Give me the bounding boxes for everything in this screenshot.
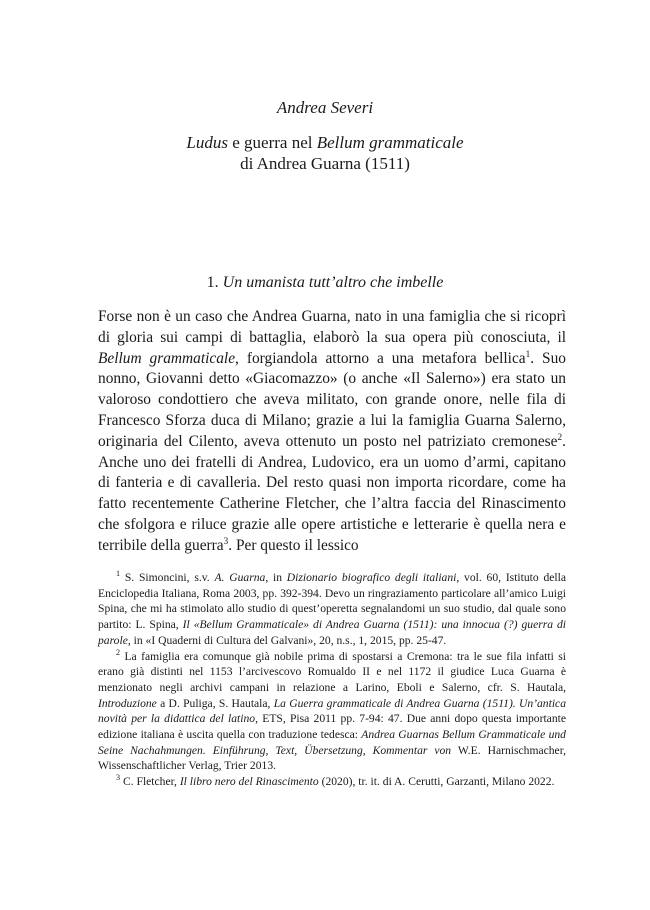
footnote-text: (2020), tr. it. di A. Cerutti, Garzanti, Milano 2022. [318,775,555,789]
footnote-text: W.E. Harnischmacher, Wissenschaftlicher Verlag, Trier 2013. [98,743,566,773]
body-italic: Bellum grammaticale [98,349,236,367]
title-line-1 [0,132,650,153]
footnote-2 [98,649,566,775]
body-sentence: . Per questo il lessico [228,536,359,554]
body-sentence: . Anche uno dei fratelli di Andrea, Ludovico, era un uomo d’armi, capitano di fanteria e di cavalleria. Del resto quasi non importa ricordare, come ha fatto recentemente Catherine Fletcher, che l’altra faccia del Rinascimento che sfolgora e riluce grazie alle opere artistiche e letterarie è quella nera e terribile della guerra [98,432,566,554]
footnote-italic: A. Guarna [214,571,266,584]
footnote-text: , in «I Quaderni di Cultura del Galvani», 20, n.s., 1, 2015, pp. 25-47. [127,633,447,647]
body-text [98,307,566,557]
body-sentence: , forgiandola attorno a una metafora bellica [235,349,526,367]
footnote-text: , ETS, Pisa 2011 pp. 7-94: 47. Due anni dopo questa importante edizione italiana è uscita quella con traduzione tedesca: [98,712,566,742]
footnote-italic: Il libro nero del Rinascimento [179,775,319,789]
section-number: 1. [206,274,223,291]
footnote-text: C. Fletcher, [120,775,180,789]
footnotes [98,570,566,790]
footnote-1 [98,570,566,649]
title-line-2: di Andrea Guarna (1511) [240,154,410,173]
footnote-text: La famiglia era comunque già nobile prima di spostarsi a Cremona: tra le sue fila infatti si erano già distinti nel 1153 l’arcivescovo Romualdo II e nel 1172 il giudice Luca Guarna è menzionato negli archivi campani in relazione a Larino, Eboli e Salerno, cfr. S. Hautala, [98,649,566,694]
footnote-number: 3 [116,773,121,783]
paragraph [98,307,566,557]
section-heading [0,274,650,292]
body-sentence: . Suo nonno, Giovanni detto «Giacomazzo» (o anche «Il Salerno») era stato un valoroso condottiero che aveva militato, con grande onore, nelle fila di Francesco Sforza duca di Milano; grazie a lui la famiglia Guarna Salerno, originaria del Cilento, aveva ottenuto un posto nel patriziato cremonese [98,349,566,450]
footnote-text: a D. Puliga, S. Hautala, [156,696,274,710]
footnote-number: 2 [116,647,121,657]
footnote-number: 1 [116,569,121,579]
footnote-italic: Dizionario biografico degli italiani [286,571,457,584]
section-title: Un umanista tutt’altro che imbelle [222,274,444,291]
footnote-italic: Andrea Guarnas Bellum Grammaticale und Seine Nachahmungen. Einführung, Text, Übersetzung, Kommentar von [98,728,566,757]
title-italic-bellum: Bellum grammaticale [316,133,464,152]
article-title [0,132,650,174]
footnote-italic: Introduzione [98,696,157,710]
footnote-ref-2[interactable]: 2 [557,431,563,442]
footnote-ref-1[interactable]: 1 [525,348,531,359]
footnote-text: , vol. 60, Istituto della Enciclopedia Italiana, Roma 2003, pp. 392-394. Devo un ringraziamento particolare all’amico Luigi Spina, che mi ha stimolato allo studio di quest’operetta segnalandomi un suo studio, dal quale sono partito: L. Spina, [98,571,566,632]
footnote-3 [98,774,566,790]
title-roman: e guerra nel [228,133,317,152]
footnote-text: S. Simoncini, s.v. [120,571,215,584]
author-name: Andrea Severi [276,98,374,117]
footnote-italic: Il «Bellum Grammaticale» di Andrea Guarna (1511): una innocua (?) guerra di parole [98,618,567,647]
footnote-italic: La Guerra grammaticale di Andrea Guarna (1511). Un’antica novità per la didattica del latino [98,696,566,726]
body-sentence: Forse non è un caso che Andrea Guarna, nato in una famiglia che si ricoprì di gloria sui campi di battaglia, elaborò la sua opera più conosciuta, il [98,308,566,346]
title-italic-ludus: Ludus [186,133,228,152]
footnote-ref-3[interactable]: 3 [223,535,229,546]
footnote-text: , in [265,571,287,584]
